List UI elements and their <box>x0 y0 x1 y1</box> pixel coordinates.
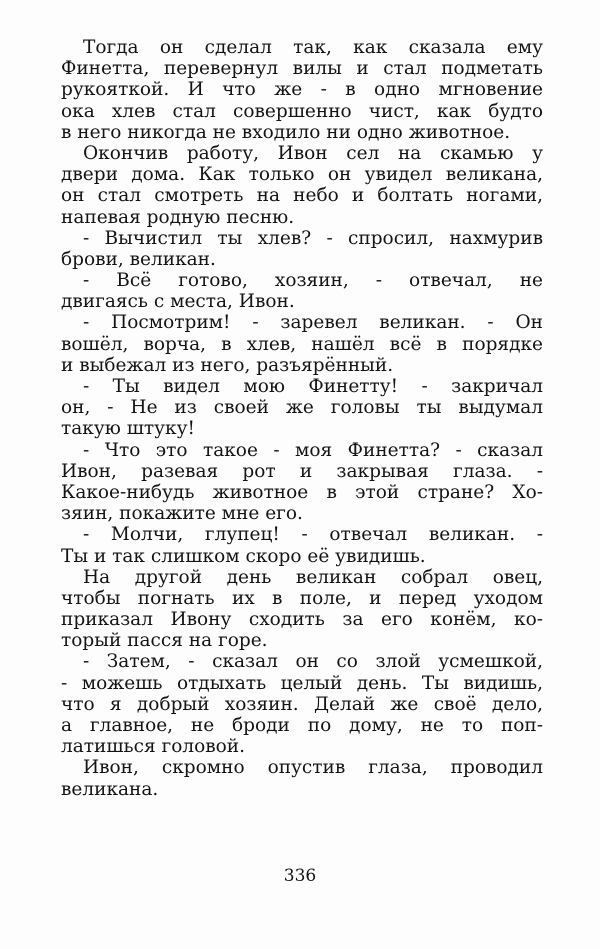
text-line: - Ты видел мою Финетту! - закричал <box>83 376 543 397</box>
text-line: приказал Ивону сходить за его конём, ко- <box>61 609 543 631</box>
text-line: вошёл, ворча, в хлев, нашёл всё в порядке <box>61 333 543 355</box>
text-line: Ты и так слишком скоро её увидишь. <box>61 545 426 567</box>
text-line: он стал смотреть на небо и болтать ногами, <box>61 185 543 207</box>
text-line: в него никогда не входило ни одно животное. <box>61 121 511 143</box>
text-line: двери дома. Как только он увидел великана, <box>61 164 543 186</box>
text-line: Ивон, разевая рот и закрывая глаза. - <box>61 460 543 482</box>
text-line: - Что это такое - моя Финетта? - сказал <box>83 439 543 461</box>
page-number: 336 <box>283 866 317 886</box>
text-line: брови, великан. <box>61 248 216 270</box>
text-line: напевая родную песню. <box>61 206 295 228</box>
text-line: он, - Не из своей же головы ты выдумал <box>61 397 543 419</box>
body-text <box>61 37 543 800</box>
text-line: Ивон, скромно опустив глаза, проводил <box>83 757 543 779</box>
text-line: - Молчи, глупец! - отвечал великан. - <box>83 524 543 546</box>
text-line: - можешь отдыхать целый день. Ты видишь, <box>61 672 543 694</box>
text-line: - Вычистил ты хлев? - спросил, нахмурив <box>83 227 543 249</box>
text-line: Финетта, перевернул вилы и стал подметать <box>61 58 543 80</box>
text-line: а главное, не броди по дому, не то поп- <box>61 715 543 736</box>
text-line: Тогда он сделал так, как сказала ему <box>83 37 543 58</box>
text-line: латишься головой. <box>61 736 246 758</box>
text-line: и выбежал из него, разъярённый. <box>61 354 394 376</box>
text-line: такую штуку! <box>61 418 195 440</box>
text-line: Окончив работу, Ивон сел на скамью у <box>83 142 543 164</box>
text-line: великана. <box>61 778 159 800</box>
text-line: чтобы погнать их в поле, и перед уходом <box>61 587 543 609</box>
text-line: что я добрый хозяин. Делай же своё дело, <box>61 693 543 715</box>
text-line: - Затем, - сказал он со злой усмешкой, <box>83 651 543 673</box>
text-line: - Всё готово, хозяин, - отвечал, не <box>83 270 543 292</box>
text-line: На другой день великан собрал овец, <box>83 566 543 588</box>
text-line: торый пасся на горе. <box>61 630 268 652</box>
text-line: зяин, покажите мне его. <box>61 503 303 525</box>
text-line: Какое-нибудь животное в этой стране? Хо- <box>61 481 543 503</box>
text-line: ока хлев стал совершенно чист, как будто <box>61 100 543 122</box>
text-line: рукояткой. И что же - в одно мгновение <box>61 79 543 101</box>
text-line: двигаясь с места, Ивон. <box>61 291 295 313</box>
text-line: - Посмотрим! - заревел великан. - Он <box>83 312 543 334</box>
